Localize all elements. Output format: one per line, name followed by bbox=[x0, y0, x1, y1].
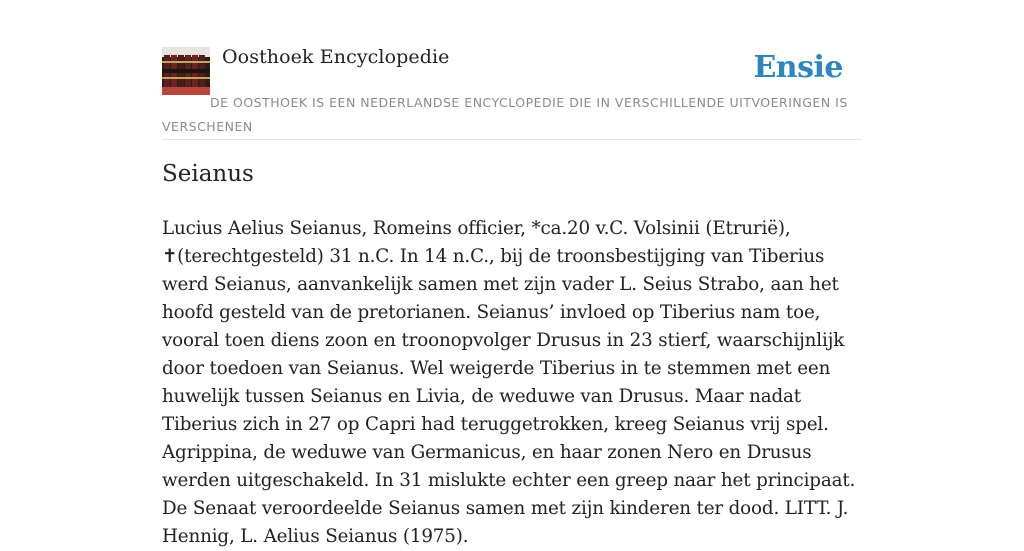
site-title[interactable]: Oosthoek Encyclopedie bbox=[222, 46, 450, 68]
site-header bbox=[162, 46, 862, 140]
site-tagline: DE OOSTHOEK IS EEN NEDERLANDSE ENCYCLOPEDIE DIE IN VERSCHILLENDE UITVOERINGEN IS VERSCHENEN bbox=[162, 95, 848, 134]
article-title: Seianus bbox=[162, 161, 254, 187]
brand-logo[interactable]: Ensie bbox=[753, 50, 843, 85]
article-body: Lucius Aelius Seianus, Romeins officier, *ca.20 v.C. Volsinii (Etrurië), ✝(terechtgesteld) 31 n.C. In 14 n.C., bij de troonsbestijging van Tiberius werd Seianus, aanvankelijk samen met zijn vader L. Seius Strabo, aan het hoofd gesteld van de pretorianen. Seianus’ invloed op Tiberius nam toe, vooral toen diens zoon en troonopvolger Drusus in 23 stierf, waarschijnlijk door toedoen van Seianus. Wel weigerde Tiberius in te stemmen met een huwelijk tussen Seianus en Livia, de weduwe van Drusus. Maar nadat Tiberius zich in 27 op Capri had teruggetrokken, kreeg Seianus vrij spel. Agrippina, de weduwe van Germanicus, en haar zonen Nero en Drusus werden uitgeschakeld. In 31 mislukte echter een greep naar het principaat. De Senaat veroordeelde Seianus samen met zijn kinderen ter dood. LITT. J. Hennig, L. Aelius Seianus (1975). bbox=[162, 218, 856, 547]
encyclopedia-books-icon[interactable] bbox=[162, 47, 210, 95]
